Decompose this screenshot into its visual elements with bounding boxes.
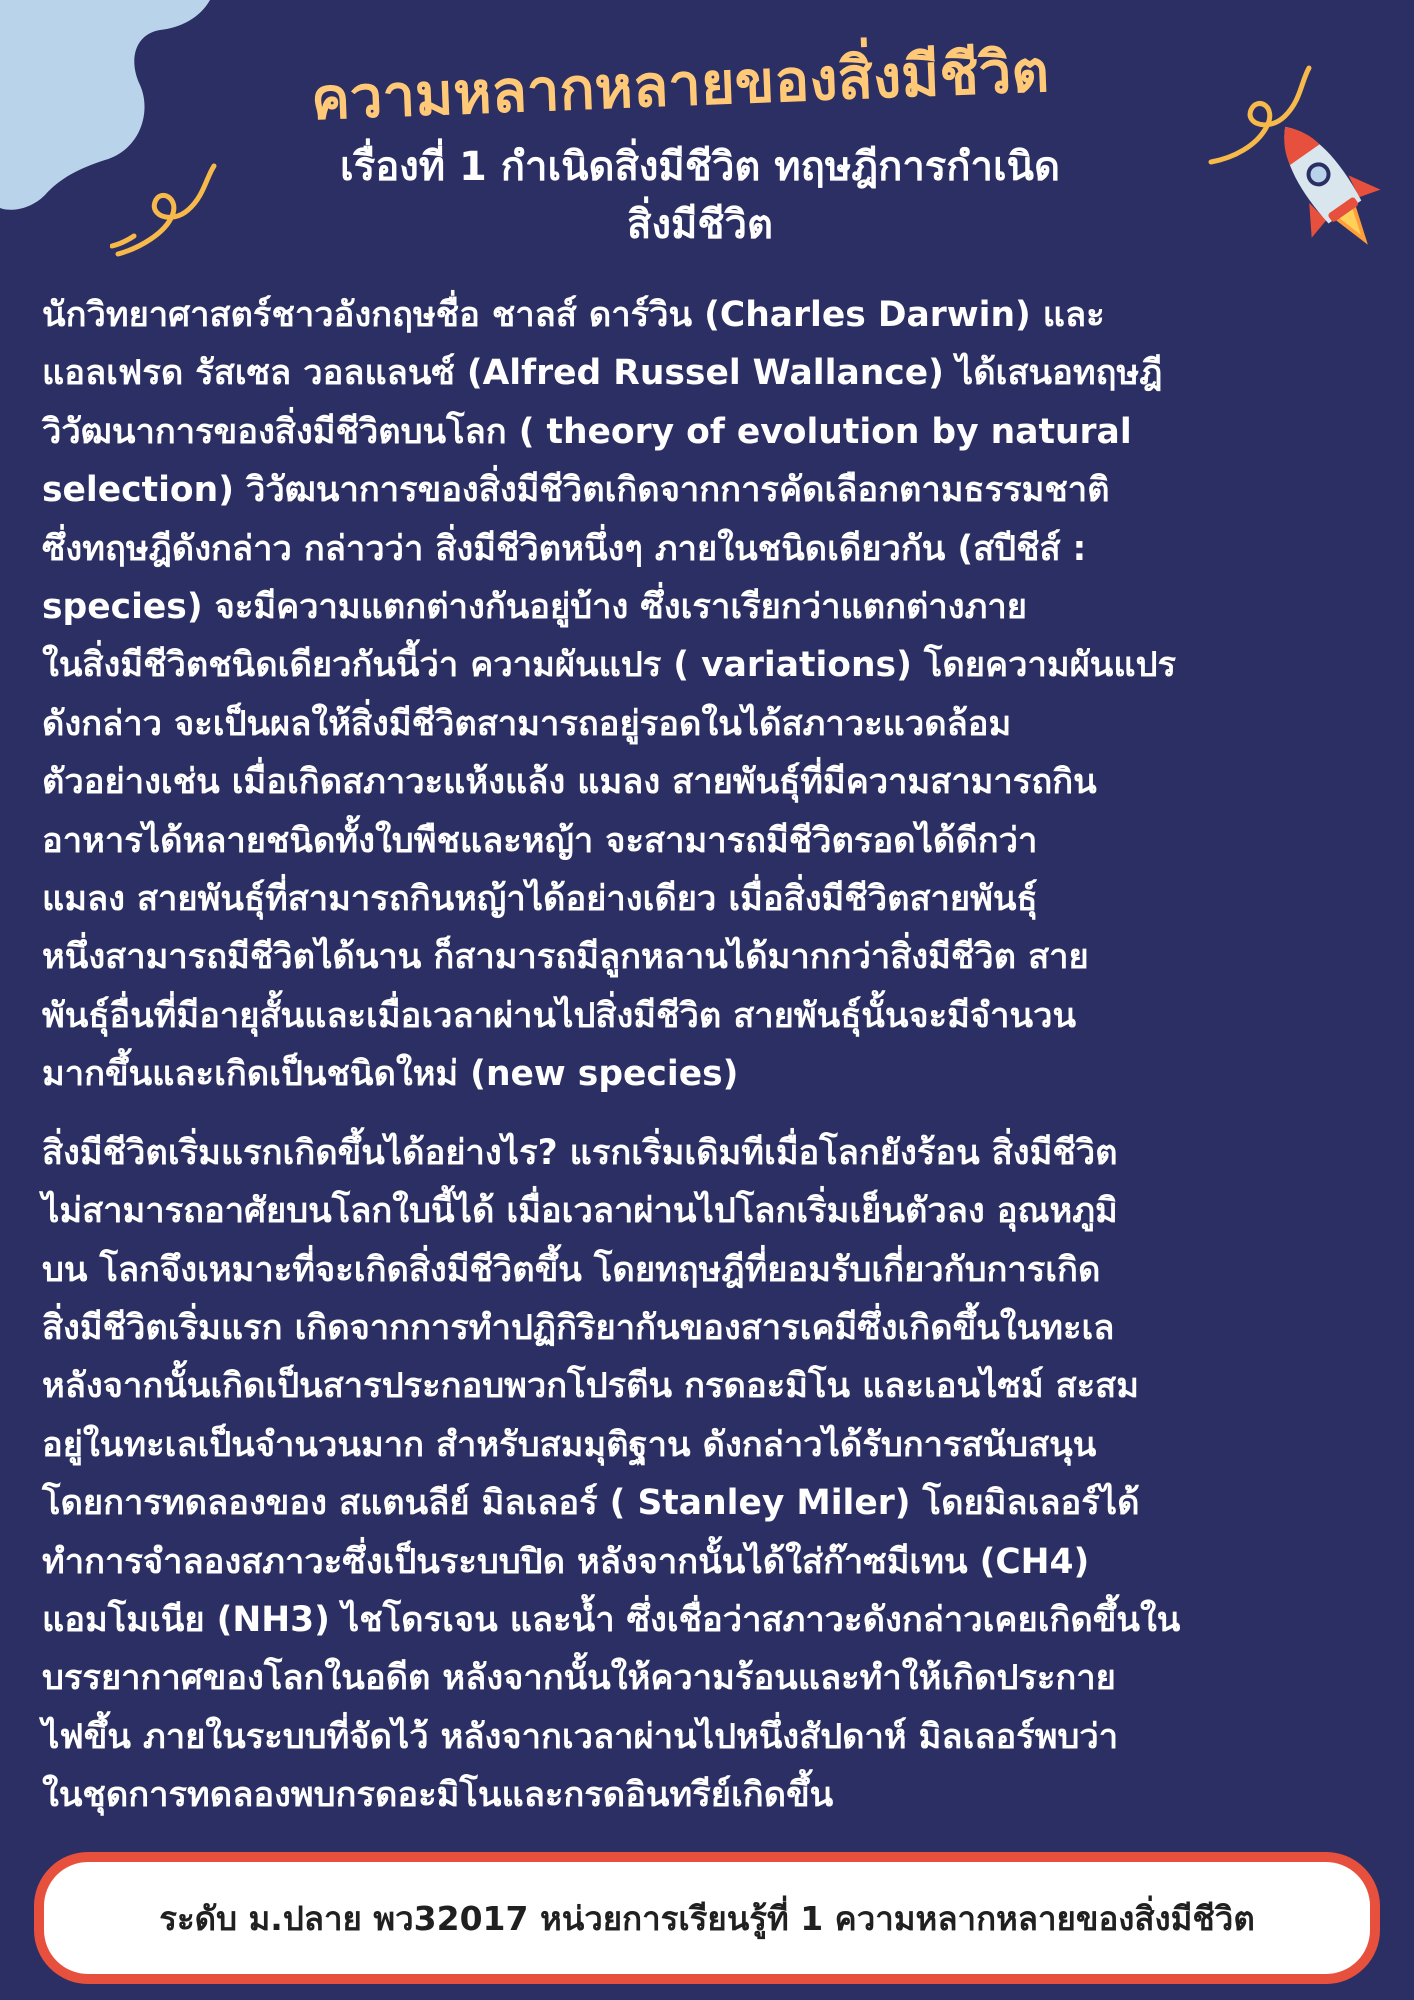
text-line: แมลง สายพันธุ์ที่สามารถกินหญ้าได้อย่างเดียว เมื่อสิ่งมีชีวิตสายพันธุ์	[42, 879, 1038, 920]
text-line: species) จะมีความแตกต่างกันอยู่บ้าง ซึ่งเราเรียกว่าแตกต่างภาย	[42, 587, 1027, 628]
text-line: ทำการจำลองสภาวะซึ่งเป็นระบบปิด หลังจากนั้นได้ใส่ก๊าซมีเทน (CH4)	[42, 1541, 1090, 1582]
subtitle-line: เรื่องที่ 1 กำเนิดสิ่งมีชีวิต ทฤษฎีการกำเนิด	[340, 144, 1060, 190]
text-line: selection) วิวัฒนาการของสิ่งมีชีวิตเกิดจากการคัดเลือกตามธรรมชาติ	[42, 470, 1110, 511]
footer-banner	[34, 1852, 1380, 1984]
text-line: แอลเฟรด รัสเซล วอลแลนซ์ (Alfred Russel Wallance) ได้เสนอทฤษฎี	[42, 353, 1163, 394]
text-line: แอมโมเนีย (NH3) ไชโดรเจน และน้ำ ซึ่งเชื่อว่าสภาวะดังกล่าวเคยเกิดขึ้นใน	[42, 1599, 1181, 1640]
text-line: อยู่ในทะเลเป็นจำนวนมาก สำหรับสมมุติฐาน ดังกล่าวได้รับการสนับสนุน	[42, 1424, 1097, 1465]
text-line: โดยการทดลองของ สแตนลีย์ มิลเลอร์ ( Stanley Miler) โดยมิลเลอร์ได้	[42, 1483, 1140, 1524]
text-line: ในสิ่งมีชีวิตชนิดเดียวกันนี้ว่า ความผันแปร ( variations) โดยความผันแปร	[42, 645, 1177, 686]
text-line: บน โลกจึงเหมาะที่จะเกิดสิ่งมีชีวิตขึ้น โดยทฤษฎีที่ยอมรับเกี่ยวกับการเกิด	[42, 1249, 1101, 1290]
text-line: หนึ่งสามารถมีชีวิตได้นาน ก็สามารถมีลูกหลานได้มากกว่าสิ่งมีชีวิต สาย	[42, 937, 1089, 978]
page-subtitle	[200, 138, 1200, 254]
text-line: สิ่งมีชีวิตเริ่มแรก เกิดจากการทำปฏิกิริยากันของสารเคมีซึ่งเกิดขึ้นในทะเล	[42, 1307, 1115, 1348]
subtitle-line: สิ่งมีชีวิต	[627, 202, 773, 248]
text-line: ตัวอย่างเช่น เมื่อเกิดสภาวะแห้งแล้ง แมลง สายพันธุ์ที่มีความสามารถกิน	[42, 762, 1097, 803]
text-line: วิวัฒนาการของสิ่งมีชีวิตบนโลก ( theory of evolution by natural	[42, 411, 1132, 452]
text-line: ไฟขึ้น ภายในระบบที่จัดไว้ หลังจากเวลาผ่านไปหนึ่งสัปดาห์ มิลเลอร์พบว่า	[42, 1716, 1119, 1757]
text-line: ไม่สามารถอาศัยบนโลกใบนี้ได้ เมื่อเวลาผ่านไปโลกเริ่มเย็นตัวลง อุณหภูมิ	[42, 1191, 1118, 1232]
paragraph-origin-of-life	[42, 1124, 1396, 1825]
content-body	[42, 286, 1396, 1825]
text-line: มากขึ้นและเกิดเป็นชนิดใหม่ (new species)	[42, 1054, 739, 1095]
text-line: ดังกล่าว จะเป็นผลให้สิ่งมีชีวิตสามารถอยู่รอดในได้สภาวะแวดล้อม	[42, 703, 1012, 744]
text-line: นักวิทยาศาสตร์ชาวอังกฤษชื่อ ชาลส์ ดาร์วิน (Charles Darwin) และ	[42, 295, 1105, 335]
text-line: ในชุดการทดลองพบกรดอะมิโนและกรดอินทรีย์เกิดขึ้น	[42, 1775, 834, 1816]
text-line: บรรยากาศของโลกในอดีต หลังจากนั้นให้ความร้อนและทำให้เกิดประกาย	[42, 1658, 1116, 1699]
footer-text: ระดับ ม.ปลาย พว32017 หน่วยการเรียนรู้ที่ 1 ความหลากหลายของสิ่งมีชีวิต	[159, 1898, 1255, 1938]
paragraph-darwin-evolution	[42, 286, 1396, 1104]
text-line: พันธุ์อื่นที่มีอายุสั้นและเมื่อเวลาผ่านไปสิ่งมีชีวิต สายพันธุ์นั้นจะมีจำนวน	[42, 995, 1077, 1036]
rocket-icon	[1266, 110, 1386, 260]
page-title: ความหลากหลายของสิ่งมีชีวิต	[309, 36, 1051, 134]
text-line: อาหารได้หลายชนิดทั้งใบพืชและหญ้า จะสามารถมีชีวิตรอดได้ดีกว่า	[42, 820, 1038, 861]
text-line: หลังจากนั้นเกิดเป็นสารประกอบพวกโปรตีน กรดอะมิโน และเอนไซม์ สะสม	[42, 1366, 1139, 1407]
text-line: ซึ่งทฤษฎีดังกล่าว กล่าวว่า สิ่งมีชีวิตหนึ่งๆ ภายในชนิดเดียวกัน (สปีชีส์ :	[42, 528, 1087, 569]
text-line: สิ่งมีชีวิตเริ่มแรกเกิดขึ้นได้อย่างไร? แรกเริ่มเดิมทีเมื่อโลกยังร้อน สิ่งมีชีวิต	[42, 1132, 1118, 1173]
